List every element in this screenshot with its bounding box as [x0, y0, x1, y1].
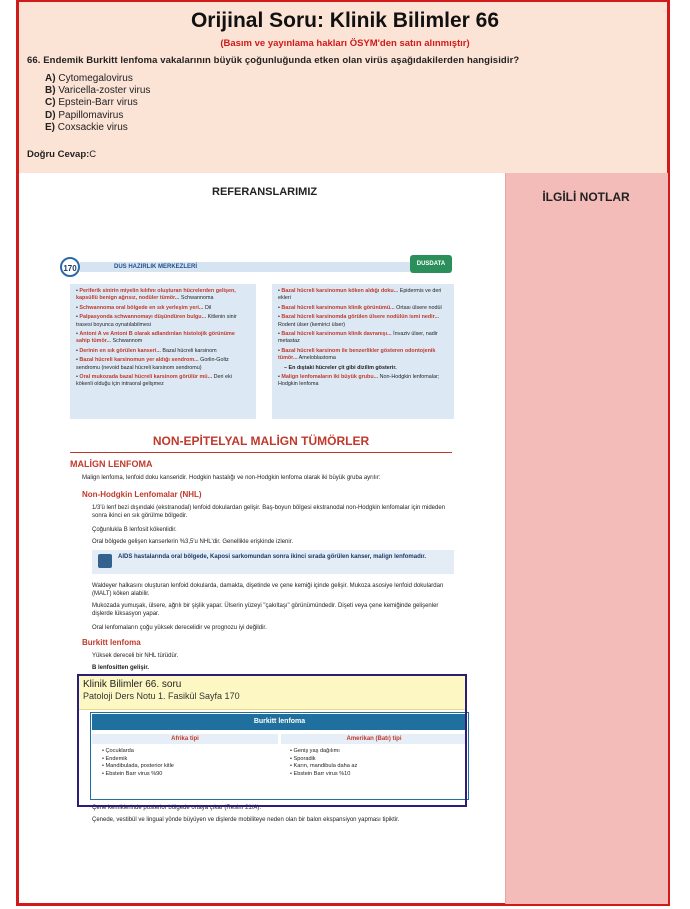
heading-burkitt: Burkitt lenfoma — [82, 638, 141, 647]
list-item: • Schwannoma oral bölgede en sık yerleşim yeri... Dil — [76, 304, 212, 311]
table-cell: • Endemik — [102, 755, 128, 762]
table-cell: • Ebstein Barr virus %10 — [290, 770, 351, 777]
page-title: Orijinal Soru: Klinik Bilimler 66 — [190, 9, 500, 32]
table-header-right: Amerikan (Batı) tipi — [281, 734, 467, 744]
summary-box-right — [272, 284, 454, 419]
list-item: • Bazal hücreli karsinom ile benzerlikler gösteren odontojenik tümör... Ameloblastoma — [278, 347, 436, 362]
option-c: C) Epstein-Barr virus — [45, 97, 138, 109]
table-cell: • Geniş yaş dağılımı — [290, 748, 340, 754]
paragraph: Çene kemiklerinde posterior bölgede ortaya çıkar (Resim 21/A). — [92, 805, 262, 811]
paragraph: Çoğunlukla B lenfosit kökenlidir. — [92, 527, 177, 533]
page-number: 170 — [60, 257, 80, 277]
paragraph: Mukozada yumuşak, ülsere, ağrılı bir şişlik yapar. Ülserin yüzeyi "çakıltaşı" görünümündedir. Dişeti veya çene kemiğinde gelişenler dişlerde lüksasyon yapar. — [92, 603, 439, 618]
paragraph: Oral lenfomaların çoğu yüksek derecelidir ve prognozu iyi değildir. — [92, 625, 267, 631]
answer-options — [45, 73, 150, 134]
list-item: • Bazal hücreli karsinomun klinik görünümü... Ortası ülsere nodül — [278, 304, 442, 311]
list-item: • Bazal hücreli karsinomun yer aldığı sendrom... Gorlin-Goltz sendromu (nevoid bazal hücreli karsinom sendromu) — [76, 357, 229, 371]
summary-box-left — [70, 284, 256, 419]
heading-malign-lenfoma: MALİGN LENFOMA — [70, 459, 153, 469]
table-cell: • Sporadik — [290, 755, 316, 762]
references-title: REFERANSLARIMIZ — [212, 186, 318, 198]
list-item: • Palpasyonda schwannomayı düşündüren bulgu... Kitlenin sinir trasesi boyunca oynatılabilmesi — [76, 314, 237, 328]
list-item: – En dıştaki hücreler çit gibi dizilim gösterir. — [284, 364, 397, 371]
reference-highlight-box — [77, 674, 467, 807]
table-cell: • Çocuklarda — [102, 748, 134, 754]
section-title: NON-EPİTELYAL MALİGN TÜMÖRLER — [152, 434, 370, 448]
option-e: E) Coxsackie virus — [45, 121, 128, 133]
option-b: B) Varicella-zoster virus — [45, 85, 151, 97]
table-header-left: Afrika tipi — [92, 734, 278, 744]
reference-question: Klinik Bilimler 66. soru — [83, 679, 182, 690]
option-d: D) Papillomavirus — [45, 109, 124, 121]
paragraph: Yüksek dereceli bir NHL türüdür. — [92, 653, 179, 659]
aids-note-box: AIDS hastalarında oral bölgede, Kaposi sarkomundan sonra ikinci sırada görülen kanser, malign lenfomadır. — [92, 550, 454, 574]
paragraph: Waldeyer halkasını oluşturan lenfoid dokularda, damakta, dişetinde ve çene kemiği içinde gelişir. Mukoza asosiye lenfoid dokulardan (MALT) köken alabilir. — [92, 583, 444, 598]
reference-label — [79, 676, 465, 710]
table-title: Burkitt lenfoma — [92, 714, 467, 730]
list-item: • Oral mukozada bazal hücreli karsinom görülür mü... Deri eki kökenli olduğu için intraoral gelişmez — [76, 374, 232, 388]
heading-nhl: Non-Hodgkin Lenfomalar (NHL) — [82, 490, 202, 499]
paragraph: Oral bölgede gelişen kanserlerin %3,5'u NHL'dir. Genellikle erişkinde izlenir. — [92, 539, 294, 545]
notes-column — [505, 173, 668, 904]
divider — [70, 452, 452, 453]
list-item: • Periferik sinirin miyelin kılıfını oluşturan hücrelerden gelişen, kapsüllü benign ağrısız, nodüler tümör... Schwannoma — [76, 288, 236, 302]
list-item: • Bazal hücreli karsinomun klinik davranışı... İnvaziv ülser, nadir metastaz — [278, 331, 438, 345]
table-cell: • Karın, mandibula daha az — [290, 763, 358, 770]
publisher-logo: DUSDATA — [410, 255, 452, 273]
correct-answer: Doğru Cevap:C — [27, 149, 97, 160]
list-item: • Bazal hücreli karsinomda görülen ülsere nodülün ismi nedir... Rodent ülser (kemirici ülser) — [278, 314, 439, 328]
option-a: A) Cytomegalovirus — [45, 73, 133, 84]
list-item: • Malign lenfomaların iki büyük grubu... Non-Hodgkin lenfomalar; Hodgkin lenfoma — [278, 374, 440, 388]
paragraph: B lenfositten gelişir. — [92, 665, 150, 671]
table-cell: • Mandibulada, posterior kitle — [102, 763, 174, 770]
paragraph: Çenede, vestibül ve lingual yönde büyüyen ve dişlerde mobiliteye neden olan bir balon ekspansiyon yapması tipiktir. — [92, 817, 400, 823]
book-header: DUS HAZIRLIK MERKEZLERİ — [80, 262, 410, 272]
list-item: • Bazal hücreli karsinomun köken aldığı doku... Epidermis ve deri ekleri — [278, 288, 442, 302]
reference-source: Patoloji Ders Notu 1. Fasikül Sayfa 170 — [83, 691, 240, 701]
paragraph: 1/3'ü lenf bezi dışındaki (ekstranodal) lenfoid dokulardan gelişir. Baş-boyun bölgesi ekstranodal non-Hodgkin lenfomalar için mideden sonra ikinci en sık görülme bölgedir. — [92, 505, 446, 520]
list-item: • Antoni A ve Antoni B olarak adlandırılan histolojik görünüme sahip tümör... Schwannom — [76, 331, 235, 345]
notes-title: İLGİLİ NOTLAR — [542, 190, 630, 204]
paragraph: Malign lenfoma, lenfoid doku kanseridir. Hodgkin hastalığı ve non-Hodgkin lenfoma olarak iki büyük gruba ayrılır: — [82, 475, 381, 481]
copyright-note: (Basım ve yayınlama hakları ÖSYM'den satın alınmıştır) — [220, 38, 470, 49]
table-cell: • Ebstein Barr virus %90 — [102, 770, 163, 777]
list-item: • Derinin en sık görülen kanseri... Bazal hücreli karsinom — [76, 347, 217, 354]
note-icon — [98, 554, 112, 568]
question-text: 66. Endemik Burkitt lenfoma vakalarının büyük çoğunluğunda etken olan virüs aşağıdakilerden hangisidir? — [27, 55, 520, 66]
